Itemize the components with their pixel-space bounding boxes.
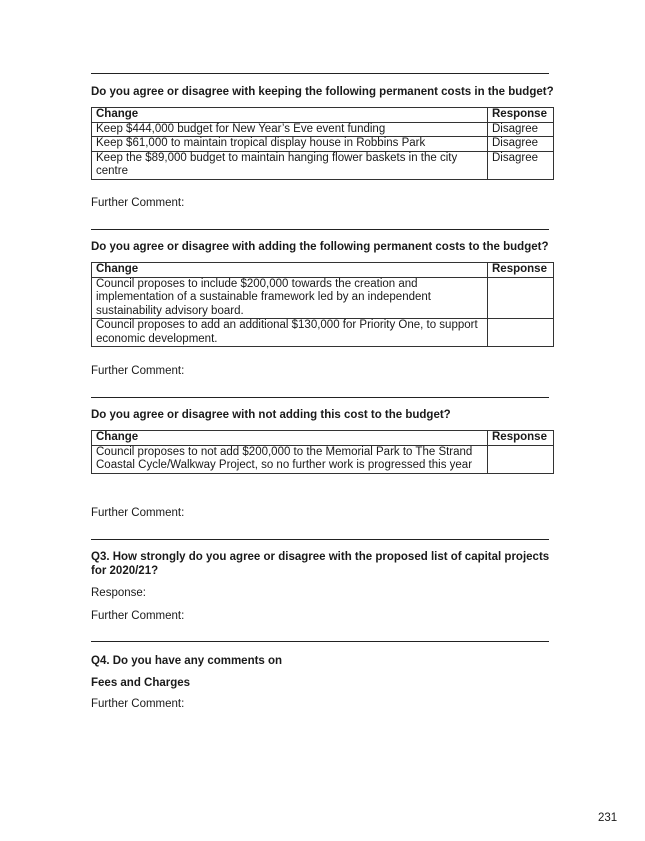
column-header-change: Change [92,431,488,446]
divider-5 [91,641,549,642]
section-1-further-comment: Further Comment: [91,197,185,209]
q4-further-comment: Further Comment: [91,698,185,710]
table-row [92,122,554,137]
change-cell: Council proposes to add an additional $130,000 for Priority One, to support economic development. [92,319,488,347]
page-number: 231 [598,812,618,824]
q3-response-label: Response: [91,587,146,599]
change-cell: Council proposes to not add $200,000 to the Memorial Park to The Strand Coastal Cycle/Walkway Project, so no further work is progressed this year [92,445,488,473]
divider-4 [91,539,549,540]
table-row [92,319,554,347]
table-header-row [92,108,554,123]
table-header-row [92,263,554,278]
q3-heading: Q3. How strongly do you agree or disagree with the proposed list of capital projects for 2020/21? [91,551,550,577]
section-3-heading: Do you agree or disagree with not adding this cost to the budget? [91,409,451,421]
section-1-table [91,107,554,180]
column-header-response: Response [488,108,554,123]
table-row [92,151,554,179]
change-cell: Keep $61,000 to maintain tropical display house in Robbins Park [92,137,488,152]
response-cell[interactable]: Disagree [488,122,554,137]
response-cell[interactable] [488,445,554,473]
column-header-response: Response [488,431,554,446]
response-cell[interactable]: Disagree [488,151,554,179]
divider-3 [91,397,549,398]
change-cell: Council proposes to include $200,000 towards the creation and implementation of a sustainable framework led by an independent sustainability advisory board. [92,277,488,319]
column-header-change: Change [92,263,488,278]
response-cell[interactable] [488,319,554,347]
q4-subheading: Fees and Charges [91,677,191,689]
table-row [92,445,554,473]
divider-2 [91,229,549,230]
section-3-further-comment: Further Comment: [91,507,185,519]
divider-1 [91,73,549,74]
q3-further-comment: Further Comment: [91,610,185,622]
table-row [92,277,554,319]
section-2-further-comment: Further Comment: [91,365,185,377]
table-row [92,137,554,152]
section-1-heading: Do you agree or disagree with keeping the following permanent costs in the budget? [91,86,554,98]
column-header-response: Response [488,263,554,278]
section-2-table [91,262,554,347]
change-cell: Keep $444,000 budget for New Year’s Eve event funding [92,122,488,137]
section-3-table [91,430,554,474]
table-header-row [92,431,554,446]
column-header-change: Change [92,108,488,123]
response-cell[interactable]: Disagree [488,137,554,152]
change-cell: Keep the $89,000 budget to maintain hanging flower baskets in the city centre [92,151,488,179]
response-cell[interactable] [488,277,554,319]
q4-heading: Q4. Do you have any comments on [91,655,283,667]
section-2-heading: Do you agree or disagree with adding the following permanent costs to the budget? [91,241,549,253]
